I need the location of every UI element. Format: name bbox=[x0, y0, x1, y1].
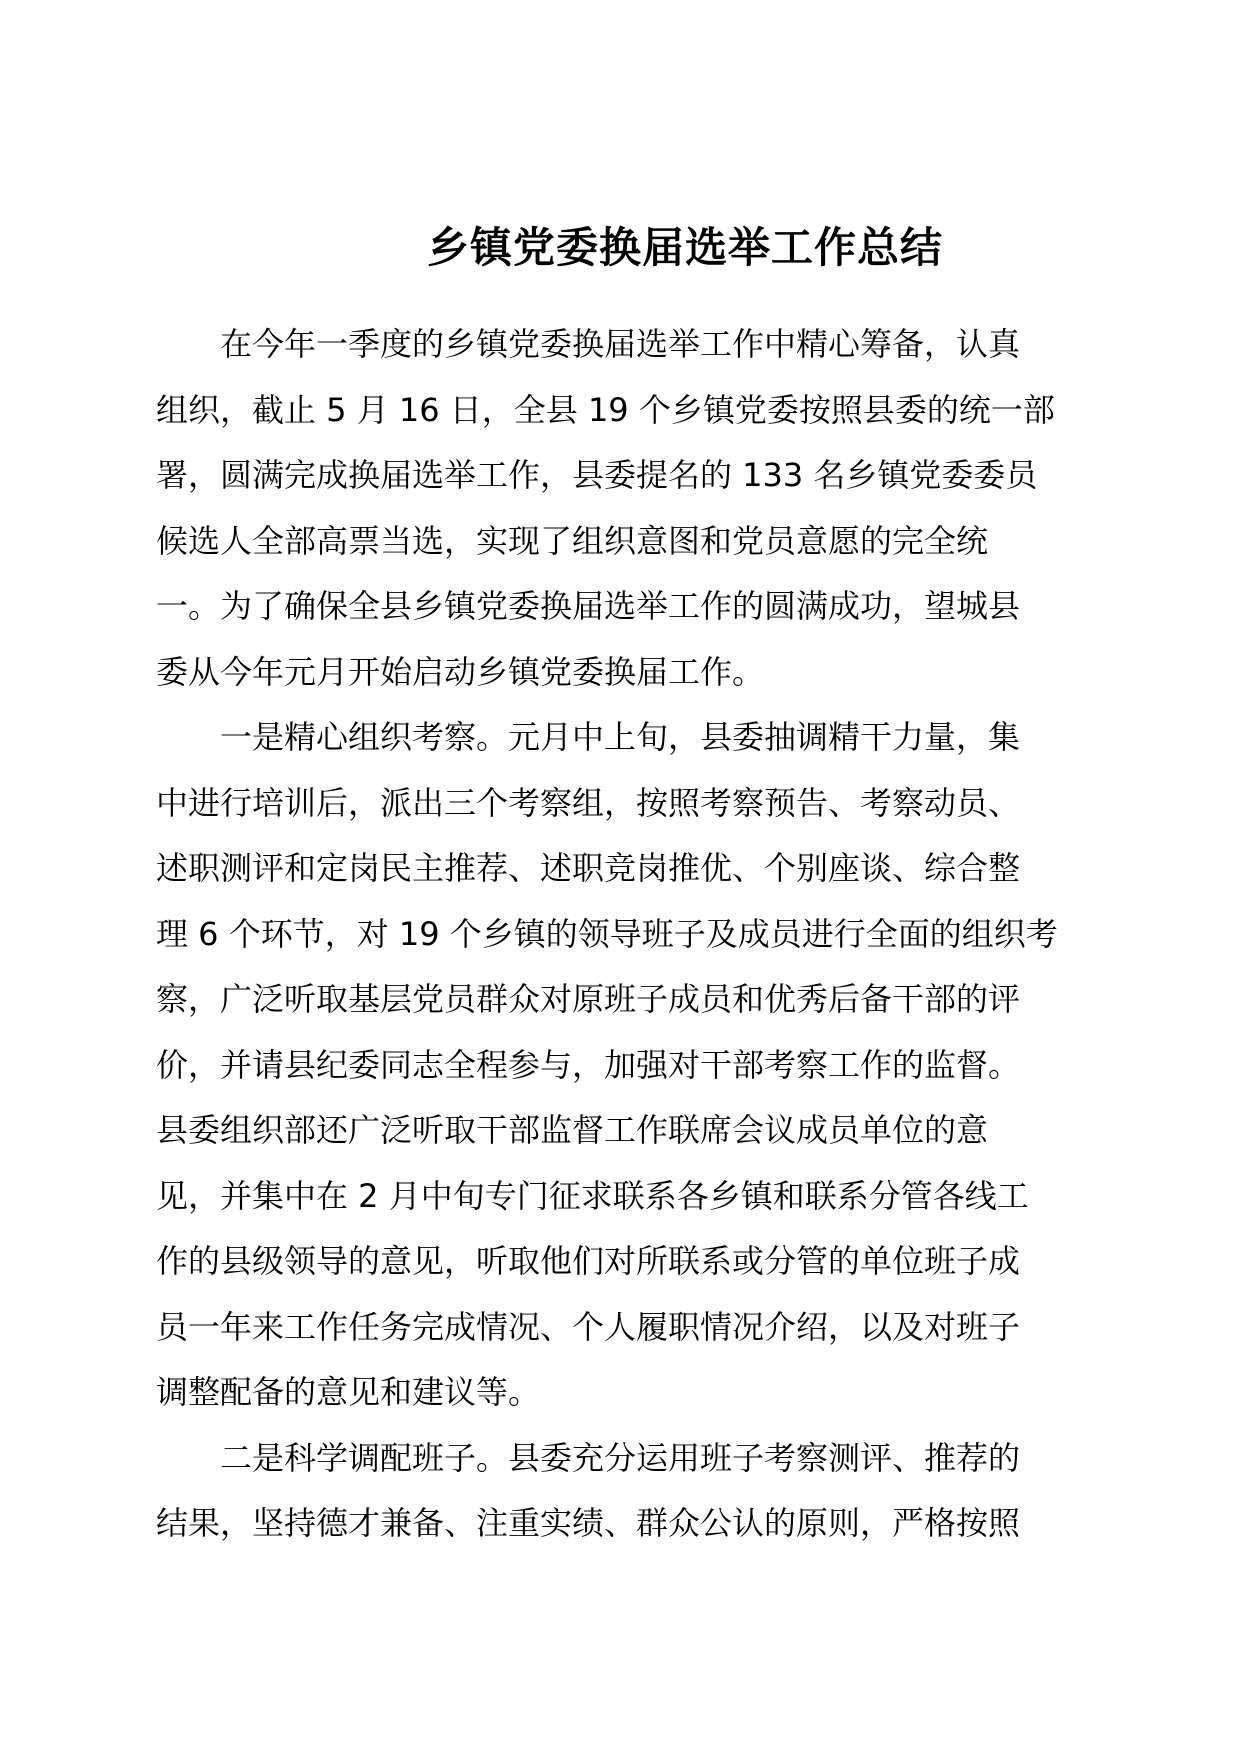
document-title: 乡镇党委换届选举工作总结 bbox=[426, 223, 943, 272]
text-line: 调整配备的意见和建议等。 bbox=[156, 1373, 541, 1411]
text-line: 中进行培训后，派出三个考察组，按照考察预告、考察动员、 bbox=[156, 783, 1021, 822]
text-line: 在今年一季度的乡镇党委换届选举工作中精心筹备，认真 bbox=[220, 325, 1021, 363]
text-line: 述职测评和定岗民主推荐、述职竞岗推优、个别座谈、综合整 bbox=[156, 849, 1021, 887]
text-line: 价，并请县纪委同志全程参与，加强对干部考察工作的监督。 bbox=[156, 1045, 1021, 1084]
text-line: 组织，截止 5 月 16 日，全县 19 个乡镇党委按照县委的统一部 bbox=[156, 390, 1055, 429]
paragraph-inspection bbox=[156, 705, 1096, 1426]
text-line: 二是科学调配班子。县委充分运用班子考察测评、推荐的 bbox=[220, 1438, 1021, 1477]
text-line: 委从今年元月开始启动乡镇党委换届工作。 bbox=[156, 652, 765, 691]
text-line: 理 6 个环节，对 19 个乡镇的领导班子及成员进行全面的组织考 bbox=[156, 914, 1058, 953]
text-line: 作的县级领导的意见，听取他们对所联系或分管的单位班子成 bbox=[156, 1242, 1021, 1280]
text-line: 一。为了确保全县乡镇党委换届选举工作的圆满成功，望城县 bbox=[156, 587, 1021, 625]
text-line: 察，广泛听取基层党员群众对原班子成员和优秀后备干部的评 bbox=[156, 980, 1021, 1018]
text-line: 署，圆满完成换届选举工作，县委提名的 133 名乡镇党委委员 bbox=[156, 456, 1038, 494]
text-line: 结果，坚持德才兼备、注重实绩、群众公认的原则，严格按照 bbox=[156, 1504, 1021, 1542]
text-line: 县委组织部还广泛听取干部监督工作联席会议成员单位的意 bbox=[156, 1111, 989, 1149]
text-line: 一是精心组织考察。元月中上旬，县委抽调精干力量，集 bbox=[220, 718, 1021, 756]
text-line: 员一年来工作任务完成情况、个人履职情况介绍，以及对班子 bbox=[156, 1307, 1021, 1346]
paragraph-team-allocation bbox=[156, 1426, 1096, 1557]
paragraph-intro bbox=[156, 312, 1096, 705]
document-body bbox=[156, 312, 1096, 1557]
text-line: 见，并集中在 2 月中旬专门征求联系各乡镇和联系分管各线工 bbox=[156, 1176, 1029, 1215]
text-line: 候选人全部高票当选，实现了组织意图和党员意愿的完全统 bbox=[156, 521, 989, 560]
